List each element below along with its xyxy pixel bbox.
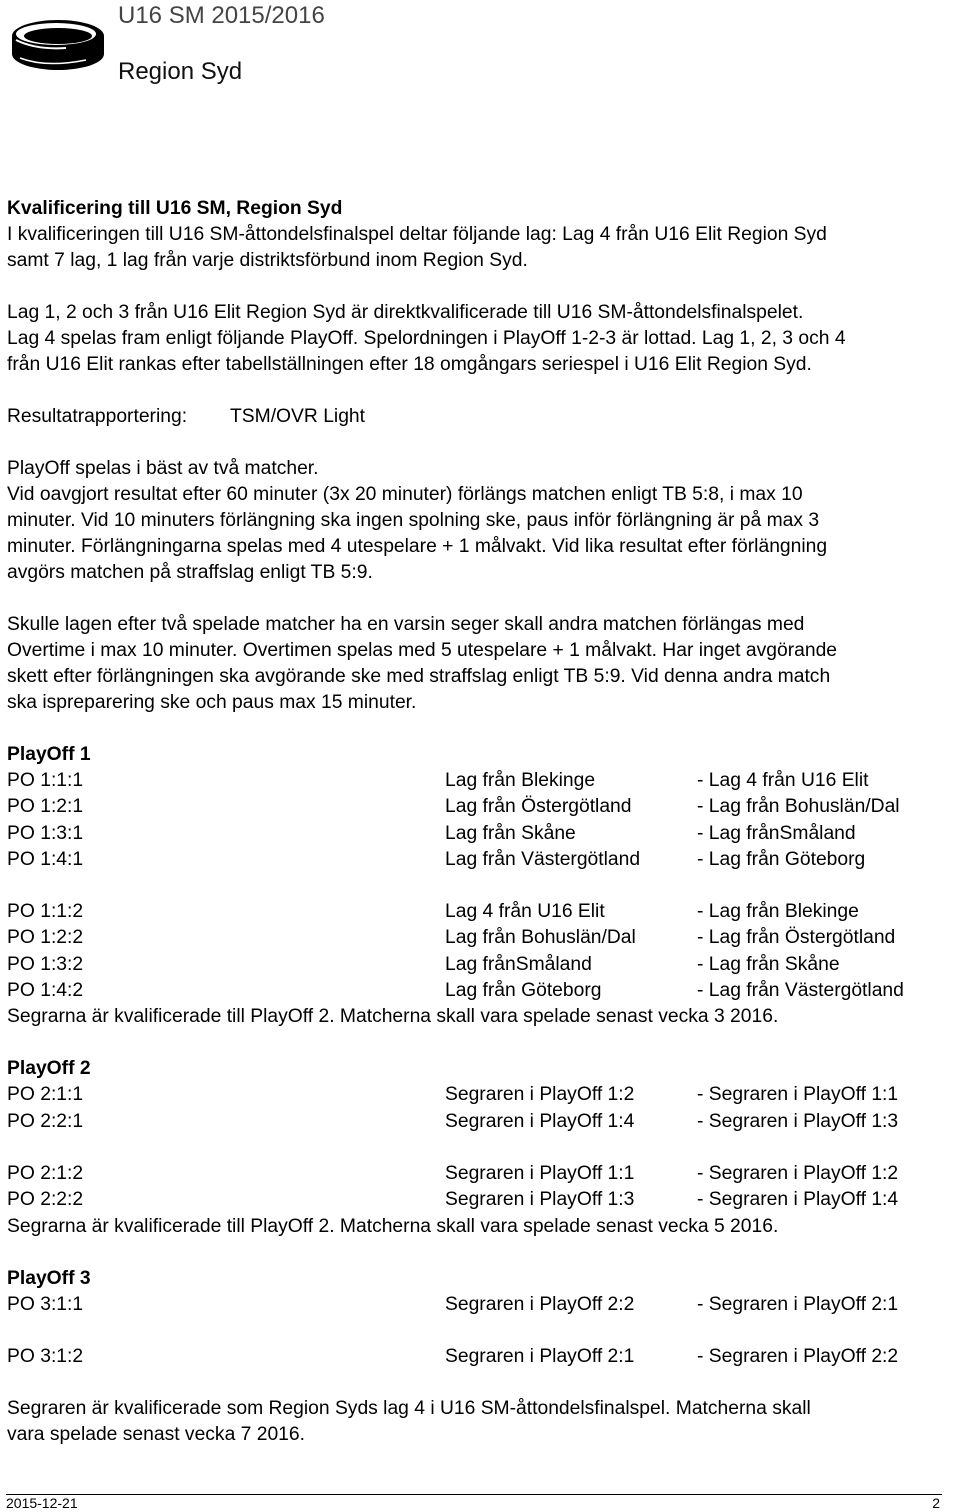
match-home: Lag 4 från U16 Elit <box>445 901 605 923</box>
match-code: PO 2:1:1 <box>7 1084 84 1106</box>
match-code: PO 1:4:1 <box>7 848 84 870</box>
footer-divider <box>6 1494 942 1495</box>
match-away: - Lag från Göteborg <box>697 848 866 870</box>
document-title: U16 SM 2015/2016 <box>118 2 325 29</box>
match-row <box>7 925 942 951</box>
match-home: Segraren i PlayOff 1:4 <box>445 1110 635 1132</box>
match-away: - Lag frånSmåland <box>697 822 856 844</box>
match-row <box>7 1292 942 1318</box>
match-away: - Segraren i PlayOff 1:2 <box>697 1162 899 1184</box>
match-away: - Segraren i PlayOff 1:1 <box>697 1084 899 1106</box>
reporting-row <box>7 404 942 430</box>
match-row <box>7 1344 942 1370</box>
reporting-label: Resultatrapportering: <box>7 406 188 427</box>
match-row <box>7 1109 942 1135</box>
intro-line: Lag 1, 2 och 3 från U16 Elit Region Syd är direktkvalificerade till U16 SM-åttondelsfinalspelet. <box>7 302 804 323</box>
footer-date: 2015-12-21 <box>6 1495 78 1511</box>
match-row <box>7 847 942 873</box>
match-code: PO 1:3:2 <box>7 953 84 975</box>
match-code: PO 1:2:2 <box>7 927 84 949</box>
match-home: Lag från Skåne <box>445 822 576 844</box>
match-code: PO 1:1:1 <box>7 770 84 791</box>
match-code: PO 1:1:2 <box>7 901 84 923</box>
playoff2-heading: PlayOff 2 <box>7 1058 91 1080</box>
match-code: PO 1:4:2 <box>7 980 84 1002</box>
match-away: - Segraren i PlayOff 1:4 <box>697 1189 899 1211</box>
intro-line: samt 7 lag, 1 lag från varje distriktsförbund inom Region Syd. <box>7 250 528 271</box>
playoff3-heading: PlayOff 3 <box>7 1267 91 1289</box>
match-code: PO 2:1:2 <box>7 1162 84 1184</box>
section-heading: Kvalificering till U16 SM, Region Syd <box>7 198 343 219</box>
playoff1-heading: PlayOff 1 <box>7 744 91 765</box>
match-away: - Lag från Skåne <box>697 953 840 975</box>
match-away: - Lag från Bohuslän/Dal <box>697 796 900 818</box>
playoff3-note: Segraren är kvalificerade som Region Syds lag 4 i U16 SM-åttondelsfinalspel. Matcherna skall <box>7 1398 811 1420</box>
match-row <box>7 1187 942 1213</box>
rules-line: Overtime i max 10 minuter. Overtimen spelas med 5 utespelare + 1 målvakt. Har inget avgörande <box>7 640 838 661</box>
match-away: - Lag från Blekinge <box>697 901 859 923</box>
rules-line: PlayOff spelas i bäst av två matcher. <box>7 458 319 479</box>
match-home: Segraren i PlayOff 2:1 <box>445 1345 635 1367</box>
match-home: Lag frånSmåland <box>445 953 592 975</box>
match-away: - Lag 4 från U16 Elit <box>697 770 869 791</box>
match-home: Segraren i PlayOff 1:2 <box>445 1084 635 1106</box>
match-row <box>7 768 942 794</box>
match-home: Segraren i PlayOff 1:3 <box>445 1189 635 1211</box>
intro-line: från U16 Elit rankas efter tabellställningen efter 18 omgångars seriespel i U16 Elit Region Syd. <box>7 354 812 375</box>
rules-line: Skulle lagen efter två spelade matcher ha en varsin seger skall andra matchen förlängas med <box>7 614 805 635</box>
match-code: PO 2:2:1 <box>7 1110 84 1132</box>
match-home: Lag från Östergötland <box>445 796 632 818</box>
page-number: 2 <box>932 1495 940 1511</box>
match-home: Lag från Blekinge <box>445 770 596 791</box>
match-row <box>7 794 942 820</box>
match-away: - Segraren i PlayOff 2:2 <box>697 1345 899 1367</box>
match-away: - Lag från Östergötland <box>697 927 896 949</box>
match-away: - Lag från Västergötland <box>697 980 904 1002</box>
match-away: - Segraren i PlayOff 2:1 <box>697 1293 899 1315</box>
match-code: PO 3:1:2 <box>7 1345 84 1367</box>
hockey-puck-logo <box>6 14 106 78</box>
match-home: Lag från Göteborg <box>445 980 602 1002</box>
match-code: PO 1:3:1 <box>7 822 84 844</box>
match-code: PO 2:2:2 <box>7 1189 84 1211</box>
match-home: Lag från Bohuslän/Dal <box>445 927 636 949</box>
rules-line: minuter. Vid 10 minuters förlängning ska ingen spolning ske, paus inför förlängning är på max 3 <box>7 510 820 531</box>
playoff1-note: Segrarna är kvalificerade till PlayOff 2. Matcherna skall vara spelade senast vecka 3 2016. <box>7 1006 779 1028</box>
match-row <box>7 821 942 847</box>
match-row <box>7 952 942 978</box>
document-body <box>7 196 942 1448</box>
rules-line: ska ispreparering ske och paus max 15 minuter. <box>7 692 417 713</box>
match-code: PO 1:2:1 <box>7 796 84 818</box>
document-subtitle: Region Syd <box>118 58 243 85</box>
rules-line: minuter. Förlängningarna spelas med 4 utespelare + 1 målvakt. Vid lika resultat efter förlängning <box>7 536 828 557</box>
playoff2-note: Segrarna är kvalificerade till PlayOff 2. Matcherna skall vara spelade senast vecka 5 2016. <box>7 1215 779 1237</box>
rules-line: skett efter förlängningen ska avgörande ske med straffslag enligt TB 5:9. Vid denna andra match <box>7 666 831 687</box>
match-row <box>7 978 942 1004</box>
intro-line: Lag 4 spelas fram enligt följande PlayOff. Spelordningen i PlayOff 1-2-3 är lottad. Lag 1, 2, 3 och 4 <box>7 328 846 349</box>
match-row <box>7 1082 942 1108</box>
match-home: Lag från Västergötland <box>445 848 641 870</box>
intro-line: I kvalificeringen till U16 SM-åttondelsfinalspel deltar följande lag: Lag 4 från U16 Elit Region Syd <box>7 224 827 245</box>
match-away: - Segraren i PlayOff 1:3 <box>697 1110 899 1132</box>
match-code: PO 3:1:1 <box>7 1293 84 1315</box>
rules-line: avgörs matchen på straffslag enligt TB 5:9. <box>7 562 373 583</box>
reporting-value: TSM/OVR Light <box>230 406 366 427</box>
match-row <box>7 1161 942 1187</box>
match-home: Segraren i PlayOff 2:2 <box>445 1293 635 1315</box>
rules-line: Vid oavgjort resultat efter 60 minuter (3x 20 minuter) förlängs matchen enligt TB 5:8, i max 10 <box>7 484 803 505</box>
match-row <box>7 899 942 925</box>
playoff3-note: vara spelade senast vecka 7 2016. <box>7 1424 305 1446</box>
match-home: Segraren i PlayOff 1:1 <box>445 1162 635 1184</box>
